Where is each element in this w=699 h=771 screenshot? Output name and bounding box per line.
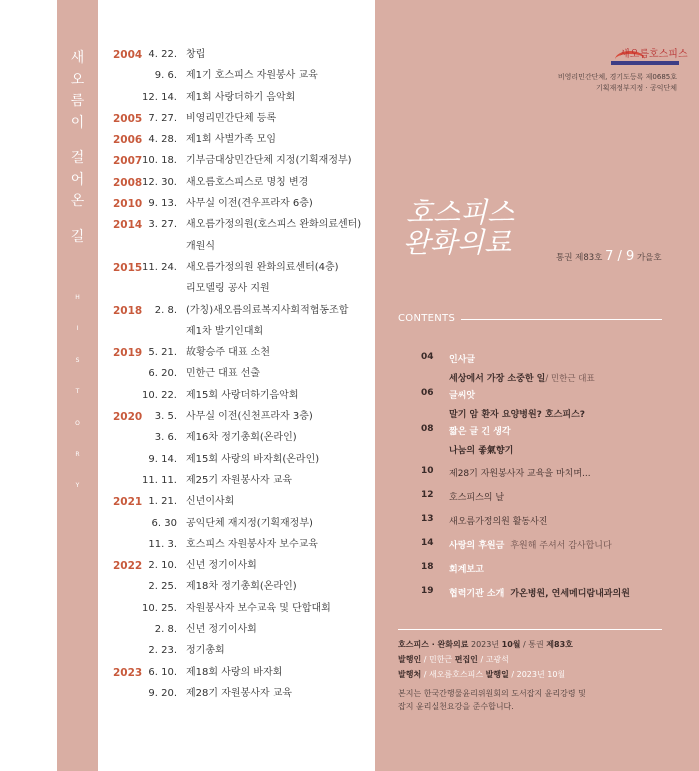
toc-entry [449, 424, 513, 456]
timeline-event: 제28기 자원봉사자 교육 [186, 687, 293, 699]
org-info [558, 72, 677, 94]
timeline-event: 제1기 호스피스 자원봉사 교육 [186, 70, 318, 82]
vertical-subtitle-char: Y [75, 482, 80, 490]
timeline-event: 제18회 사랑의 바자회 [186, 666, 283, 678]
toc-page-number: 04 [421, 352, 434, 362]
imprint-value: / 통권 [523, 640, 544, 649]
toc-entry [449, 538, 612, 551]
timeline-event: 제1차 발기인대회 [186, 325, 264, 337]
timeline-row [110, 432, 370, 453]
org-line: 기획재정부지정 · 공익단체 [595, 84, 677, 92]
vertical-title-char: 오 [70, 71, 85, 88]
timeline-row [110, 92, 370, 113]
toc-category: 회계보고 [449, 565, 484, 575]
timeline-date: 12. 30. [142, 176, 177, 188]
timeline-year: 2008 [113, 176, 143, 189]
timeline-date: 9. 20. [148, 687, 177, 699]
logo-text: 새오름호스피스 [620, 49, 688, 60]
timeline-date: 2. 10. [148, 560, 177, 572]
timeline-date: 11. 24. [142, 261, 177, 273]
toc-title: 호스피스의 날 [449, 493, 505, 503]
imprint-label: 발행처 [398, 670, 422, 679]
imprint-value: / 2023년 10월 [511, 670, 566, 679]
timeline-year: 2006 [113, 134, 143, 147]
timeline-event: 창립 [186, 49, 206, 60]
timeline-event: 사무실 이전(견우프라자 6층) [186, 198, 313, 210]
timeline-year: 2014 [113, 219, 143, 232]
timeline-row [110, 560, 370, 581]
timeline-row [110, 688, 370, 709]
timeline-date: 6. 10. [148, 666, 177, 678]
timeline-row [110, 518, 370, 539]
toc-entry [449, 466, 591, 479]
timeline-row [110, 305, 370, 326]
timeline-row [110, 347, 370, 368]
timeline-date: 6. 30 [151, 517, 177, 529]
toc-title [449, 443, 513, 456]
timeline-year: 2010 [113, 198, 143, 211]
timeline-row [110, 411, 370, 432]
imprint-value: 제83호 [546, 640, 573, 649]
toc-category: 인사글 [449, 355, 476, 365]
timeline-row [110, 581, 370, 602]
imprint-value: / 고광석 [480, 655, 509, 664]
timeline-year: 2015 [113, 261, 143, 274]
toc-page-number: 19 [421, 586, 434, 596]
table-of-contents [421, 352, 681, 610]
timeline-event: 신년이사회 [186, 496, 235, 508]
timeline-date: 6. 20. [148, 368, 177, 380]
timeline-date: 10. 25. [142, 602, 177, 614]
timeline-row [110, 70, 370, 91]
magazine-title-line: 호스피스 [406, 196, 515, 229]
timeline-event: 제25기 자원봉사자 교육 [186, 474, 293, 486]
timeline-event: 공익단체 재지정(기획재정부) [186, 517, 313, 529]
issue-season: 가을호 [636, 253, 662, 263]
vertical-title-char: 이 [70, 114, 85, 131]
toc-category: 협력기관 소개 [449, 589, 505, 599]
timeline-event: 제15회 사랑의 바자회(온라인) [186, 453, 320, 465]
toc-title: 제28기 자원봉사자 교육을 마치며... [449, 469, 591, 479]
imprint-value: 2023년 [470, 640, 500, 649]
issue-info [556, 249, 662, 264]
timeline-row [110, 219, 370, 240]
timeline-row [110, 283, 370, 304]
timeline-date: 4. 28. [148, 134, 177, 146]
imprint-label: 편집인 [454, 655, 478, 664]
timeline-date: 1. 21. [148, 496, 177, 508]
toc-page-number: 10 [421, 466, 434, 476]
toc-title: 가온병원, 연세메디람내과의원 [510, 589, 630, 599]
timeline-row [110, 496, 370, 517]
timeline-date: 3. 27. [148, 219, 177, 231]
vertical-title-char: 름 [70, 93, 85, 109]
timeline-row [110, 49, 370, 70]
timeline-event: 故황승주 대표 소천 [186, 347, 270, 359]
timeline-year: 2022 [113, 560, 143, 573]
vertical-subtitle-char: T [75, 388, 80, 396]
toc-item[interactable] [421, 514, 681, 538]
vertical-title-char: 어 [70, 171, 85, 188]
timeline-row [110, 177, 370, 198]
timeline-date: 11. 3. [148, 538, 177, 550]
vertical-subtitle-char: I [76, 325, 79, 333]
toc-item[interactable] [421, 352, 681, 388]
vertical-title-char [57, 134, 98, 148]
timeline-row [110, 134, 370, 155]
timeline-event: 리모델링 공사 지원 [186, 283, 270, 295]
timeline-date: 12. 14. [142, 91, 177, 103]
imprint-label: 발행일 [485, 670, 509, 679]
imprint-title: 호스피스 · 완화의료 [398, 640, 469, 649]
vertical-title-char: 온 [70, 193, 85, 209]
timeline-event: 신년 정기이사회 [186, 560, 257, 572]
timeline-date: 9. 6. [154, 70, 177, 82]
magazine-title [403, 196, 515, 259]
ethics-note [398, 687, 586, 713]
timeline-date: 3. 5. [154, 411, 177, 423]
timeline-year: 2020 [113, 411, 143, 424]
org-line: 비영리민간단체, 경기도등록 제0685호 [557, 73, 677, 81]
timeline-date: 10. 22. [142, 389, 177, 401]
toc-item[interactable] [421, 424, 681, 466]
timeline-event: 호스피스 자원봉사자 보수교육 [186, 538, 318, 550]
toc-page-number: 18 [421, 562, 434, 572]
timeline-event: 새오름가정의원(호스피스 완화의료센터) [186, 219, 362, 231]
toc-title [449, 371, 595, 384]
toc-item[interactable] [421, 466, 681, 490]
vertical-title [57, 48, 98, 248]
timeline-row [110, 326, 370, 347]
timeline-row [110, 454, 370, 475]
toc-page-number: 06 [421, 388, 434, 398]
toc-entry [449, 388, 585, 420]
timeline-row [110, 645, 370, 666]
ethics-note-line: 본지는 한국간행물윤리위원회의 도서잡지 윤리강령 및 [398, 689, 586, 698]
toc-title-text: 나눔의 좋氣향기 [449, 446, 514, 456]
timeline-date: 2. 8. [154, 304, 177, 316]
vertical-subtitle-char: R [75, 450, 80, 458]
timeline-year: 2019 [113, 347, 143, 360]
imprint-value: / 새오름호스피스 [423, 670, 484, 679]
timeline-event: (가칭)새오름의료복지사회적협동조합 [186, 304, 349, 316]
timeline-event: 기부금대상민간단체 지정(기획재정부) [186, 155, 352, 167]
timeline-row [110, 390, 370, 411]
timeline-event: 개원식 [186, 240, 215, 252]
toc-page-number: 08 [421, 424, 434, 434]
vertical-subtitle-char: S [75, 356, 80, 364]
vertical-title-char: 걸 [70, 150, 85, 166]
toc-title [449, 407, 585, 420]
toc-title: 후원해 주셔서 감사합니다 [510, 541, 612, 551]
timeline-event: 사무실 이전(신천프라자 3층) [186, 411, 313, 423]
timeline-row [110, 475, 370, 496]
imprint-label: 발행인 [398, 655, 422, 664]
magazine-title-line: 완화의료 [403, 226, 512, 259]
toc-entry [449, 514, 548, 527]
timeline-row [110, 624, 370, 645]
vertical-subtitle-char: O [75, 419, 80, 427]
imprint-divider [398, 629, 662, 630]
timeline-row [110, 113, 370, 134]
timeline-year: 2007 [113, 155, 143, 168]
toc-author: / 민한근 대표 [545, 374, 595, 384]
timeline-date: 9. 13. [148, 198, 177, 210]
imprint-value: 10월 [501, 640, 521, 649]
timeline-date: 7. 27. [148, 112, 177, 124]
timeline-date: 3. 6. [154, 432, 177, 444]
toc-entry [449, 586, 630, 599]
contents-divider [461, 319, 662, 320]
timeline-year: 2021 [113, 496, 143, 509]
timeline-row [110, 603, 370, 624]
timeline-year: 2004 [113, 49, 143, 61]
toc-page-number: 14 [421, 538, 434, 548]
vertical-subtitle-char: H [75, 294, 80, 301]
timeline-date: 10. 18. [142, 155, 177, 167]
timeline-event: 새오름호스피스로 명칭 변경 [186, 176, 309, 188]
logo [611, 45, 688, 71]
vertical-title-char: 길 [70, 228, 85, 245]
timeline-event: 정기총회 [186, 645, 225, 657]
toc-category: 글씨앗 [449, 391, 476, 401]
timeline-row [110, 539, 370, 560]
timeline-date: 9. 14. [148, 453, 177, 465]
toc-entry [449, 562, 484, 575]
toc-entry [449, 490, 504, 503]
timeline-year: 2023 [113, 666, 143, 679]
logo-bar [611, 61, 679, 65]
timeline-date: 11. 11. [142, 474, 177, 486]
timeline-date: 4. 22. [148, 49, 177, 60]
toc-title-text: 세상에서 가장 소중한 일 [449, 374, 546, 384]
timeline-event: 제15회 사랑더하기음악회 [186, 389, 299, 401]
imprint-value: / 민한근 [423, 655, 453, 664]
contents-heading: CONTENTS [398, 313, 456, 324]
toc-page-number: 12 [421, 490, 434, 500]
issue-prefix: 통권 제83호 [556, 253, 603, 263]
timeline-row [110, 155, 370, 176]
imprint [398, 637, 573, 682]
history-timeline [110, 49, 370, 709]
timeline-date: 2. 8. [154, 624, 177, 636]
timeline-event: 새오름가정의원 완화의료센터(4층) [186, 261, 339, 273]
timeline-row [110, 667, 370, 688]
timeline-date: 2. 23. [148, 645, 177, 657]
toc-title-text: 말기 암 환자 요양병원? 호스피스? [449, 410, 585, 420]
timeline-row [110, 241, 370, 262]
toc-page-number: 13 [421, 514, 434, 524]
timeline-event: 제1회 사별가족 모임 [186, 134, 276, 146]
timeline-row [110, 198, 370, 219]
toc-item[interactable] [421, 586, 681, 610]
toc-category: 사랑의 후원금 [449, 541, 505, 551]
toc-category: 짧은 글 긴 생각 [449, 427, 511, 437]
timeline-event: 민한근 대표 선출 [186, 368, 260, 380]
timeline-event: 자원봉사자 보수교육 및 단합대회 [186, 602, 331, 614]
toc-item[interactable] [421, 562, 681, 586]
timeline-event: 제16차 정기총회(온라인) [186, 432, 297, 444]
timeline-event: 비영리민간단체 등록 [186, 112, 277, 124]
toc-item[interactable] [421, 490, 681, 514]
timeline-date: 5. 21. [148, 347, 177, 359]
timeline-event: 제18차 정기총회(온라인) [186, 581, 297, 593]
toc-entry [449, 352, 595, 384]
timeline-date: 2. 25. [148, 581, 177, 593]
vertical-title-char: 새 [70, 50, 85, 66]
toc-title: 새오름가정의원 활동사진 [449, 517, 548, 527]
timeline-row [110, 262, 370, 283]
ethics-note-line: 잡지 윤리실천요강을 준수합니다. [398, 702, 514, 711]
issue-number: 7 / 9 [605, 249, 635, 264]
vertical-subtitle [57, 294, 98, 514]
timeline-event: 제1회 사랑더하기 음악회 [186, 91, 296, 103]
timeline-row [110, 368, 370, 389]
vertical-title-char [57, 213, 98, 227]
toc-item[interactable] [421, 388, 681, 424]
timeline-year: 2005 [113, 112, 143, 125]
timeline-year: 2018 [113, 304, 143, 317]
toc-item[interactable] [421, 538, 681, 562]
timeline-event: 신년 정기이사회 [186, 624, 257, 636]
